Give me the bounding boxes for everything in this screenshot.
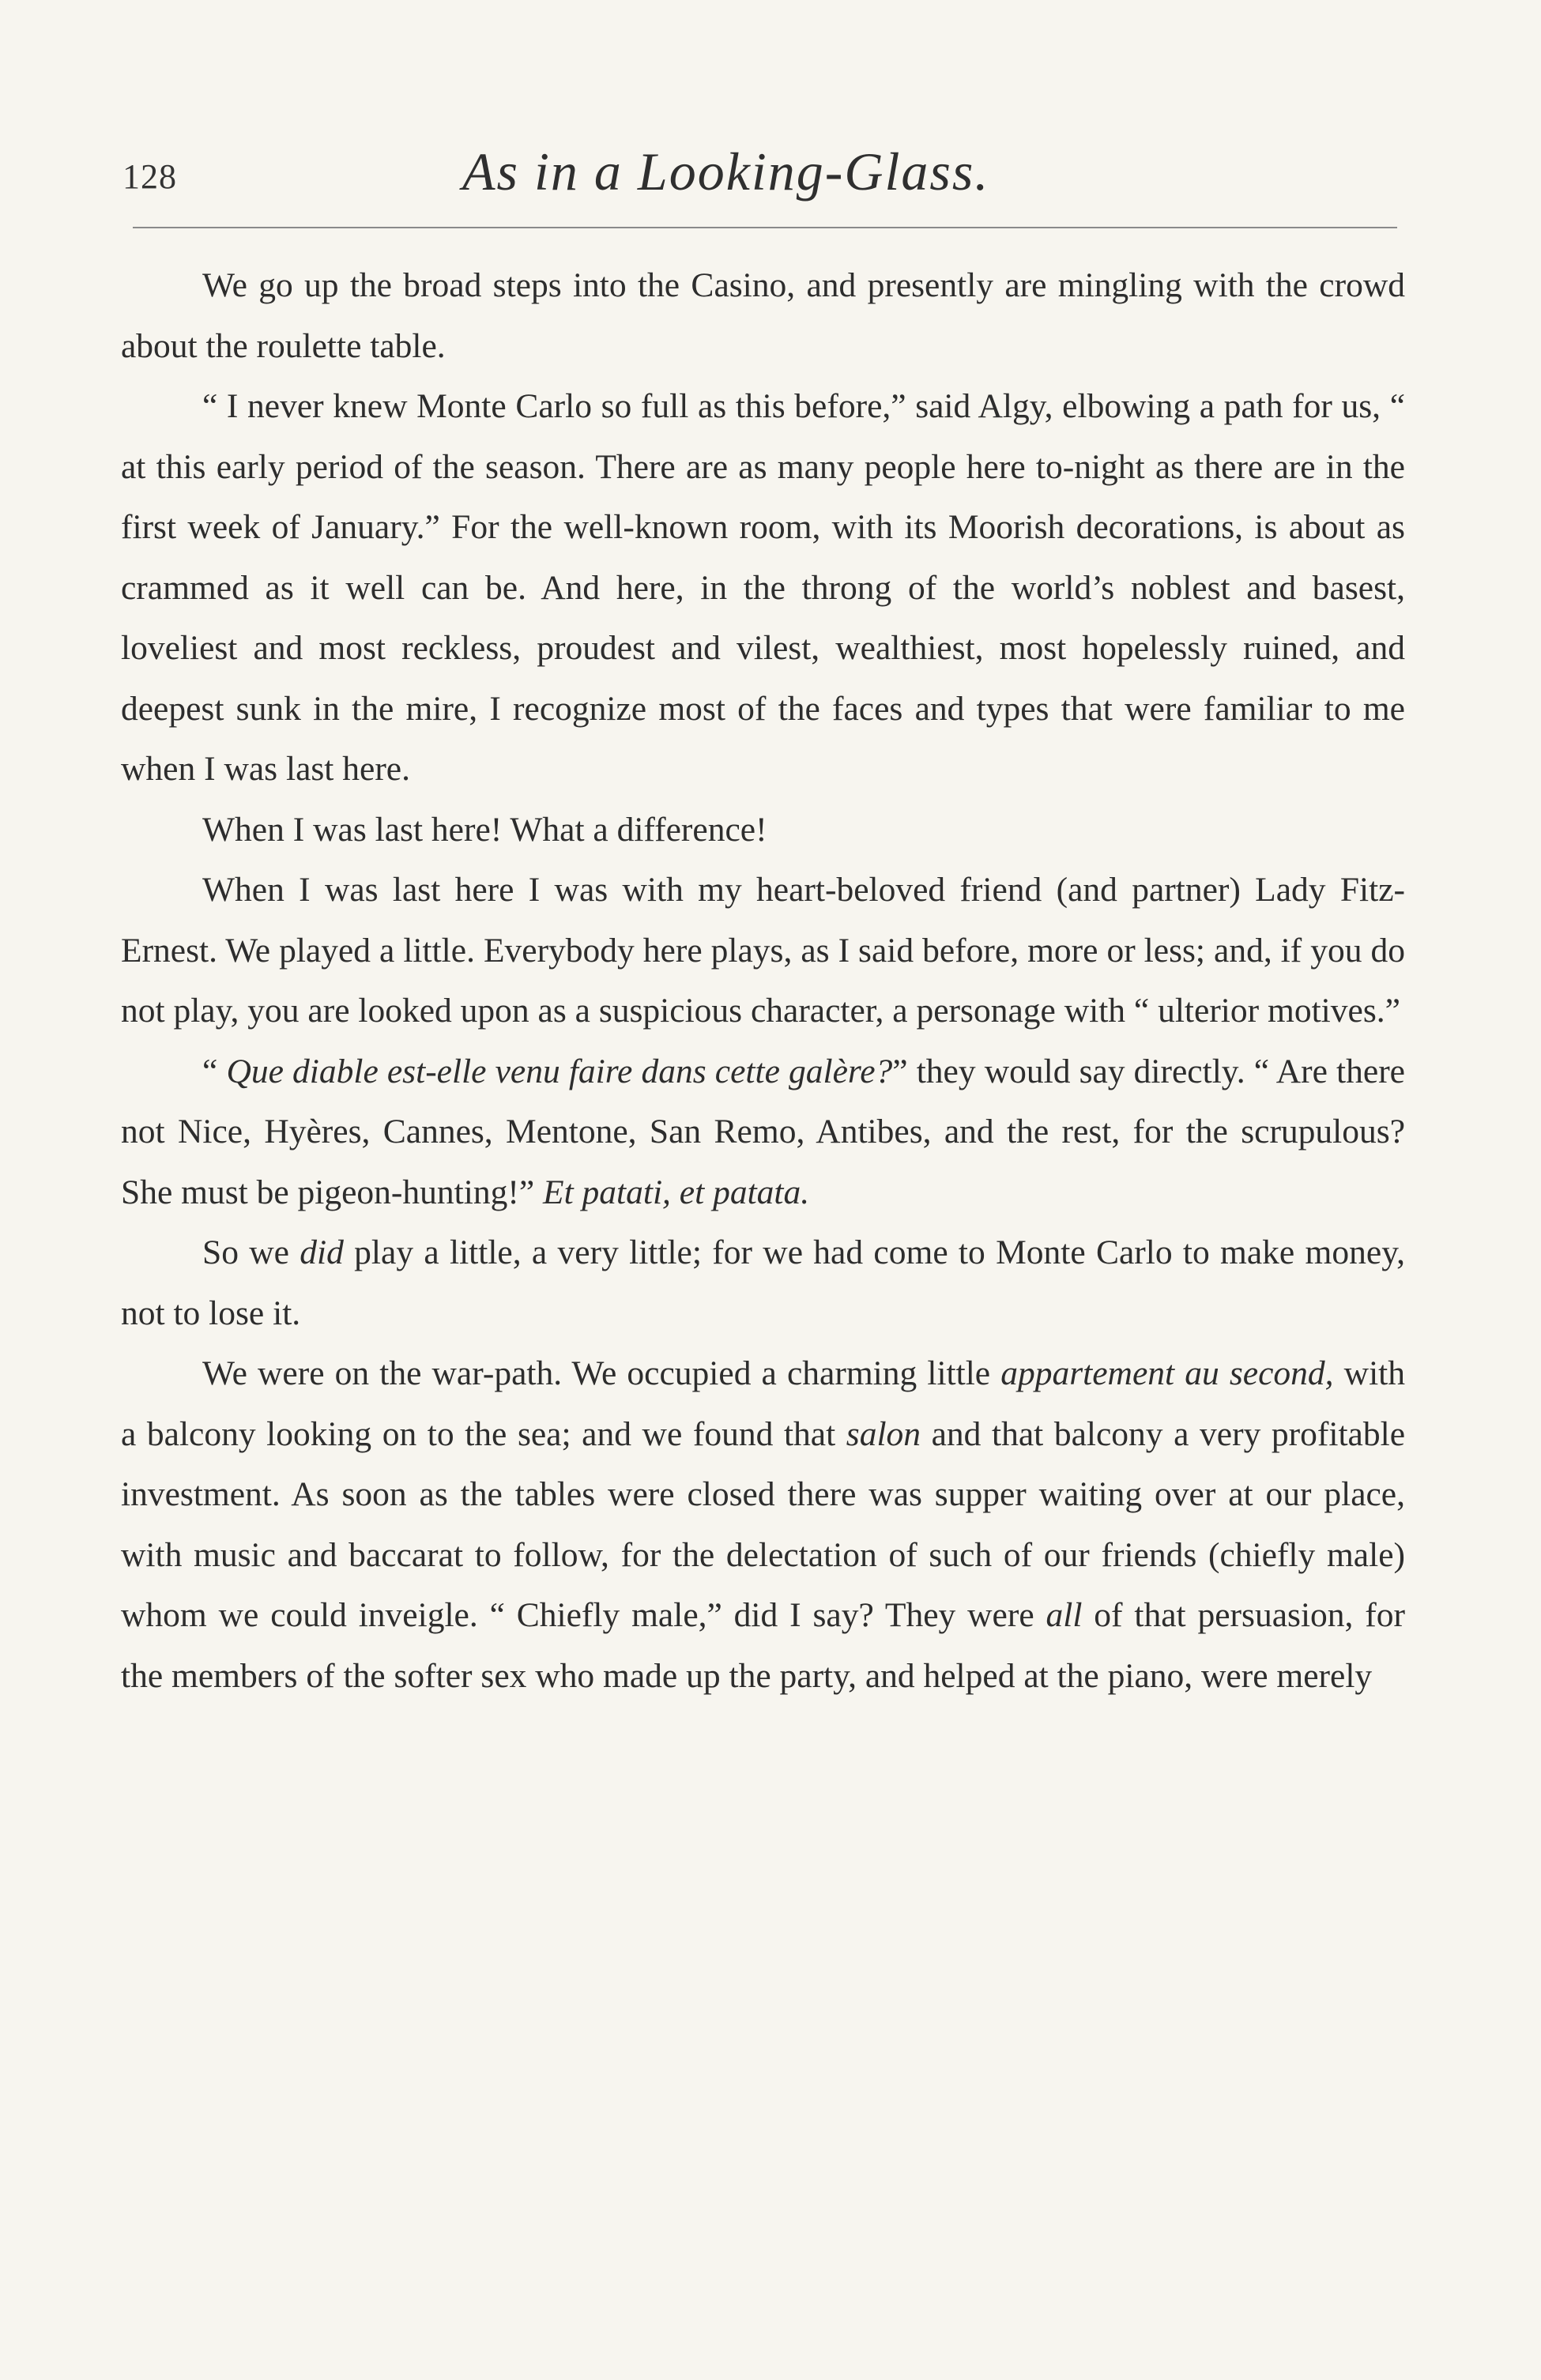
p6-emphasis: did (300, 1233, 344, 1271)
paragraph-6 (121, 1222, 1405, 1343)
running-title: As in a Looking-Glass. (462, 141, 990, 201)
p7-text-d: of that persuasion, for the members of the softer sex who made up the party, and helped at the piano, were merely (121, 1596, 1405, 1695)
running-head (122, 141, 1403, 204)
body-text (121, 255, 1405, 1706)
p5-text: ” they would say directly. “ Are there not Nice, Hyères, Cannes, Mentone, San Remo, Antibes, and the rest, for the scrupulous? She must be pigeon-hunting!” (121, 1052, 1405, 1211)
p7-italic-salon: salon (846, 1414, 921, 1453)
paragraph-4: When I was last here I was with my heart-beloved friend (and partner) Lady Fitz-Ernest. We played a little. Everybody here plays, as I said before, more or less; and, if you do not play, you are looked upon as a suspicious character, a personage with “ ulterior motives.” (121, 871, 1405, 1030)
paragraph-5 (121, 1041, 1405, 1223)
p7-italic-all: all (1046, 1596, 1083, 1634)
page-number: 128 (122, 157, 177, 196)
p7-text-a: We were on the war-path. We occupied a charming little (202, 1354, 1001, 1392)
paragraph-3: When I was last here! What a difference! (202, 810, 767, 849)
p7-italic-appartement: appartement au second, (1000, 1354, 1334, 1392)
p5-closing-phrase: Et patati, et patata. (543, 1173, 810, 1211)
p7-text-b: with a balcony looking on to the sea; and we found that (121, 1354, 1405, 1453)
paragraph-7 (121, 1343, 1405, 1706)
p7-text-c: and that balcony a very profitable investment. As soon as the tables were closed there was supper waiting over at our place, with music and baccarat to follow, for the delectation of such of our friends (chiefly male) whom we could inveigle. “ Chiefly male,” did I say? They were (121, 1414, 1405, 1634)
p5-french-phrase: Que diable est-elle venu faire dans cette galère? (226, 1052, 893, 1090)
paragraph-2: “ I never knew Monte Carlo so full as this before,” said Algy, elbowing a path for us, “ at this early period of the season. There are as many people here to-night as there are in the first week of January.” For the well-known room, with its Moorish decorations, is about as crammed as it well can be. And here, in the throng of the world’s noblest and basest, loveliest and most reckless, proudest and vilest, wealthiest, most hopelessly ruined, and deepest sunk in the mire, I recognize most of the faces and types that were familiar to me when I was last here. (121, 387, 1405, 788)
header-rule (133, 227, 1397, 228)
p5-open-quote: “ (202, 1052, 227, 1090)
p6-text-b: play a little, a very little; for we had come to Monte Carlo to make money, not to lose it. (121, 1233, 1405, 1332)
paragraph-1: We go up the broad steps into the Casino, and presently are mingling with the crowd about the roulette table. (121, 266, 1405, 365)
p6-text-a: So we (202, 1233, 300, 1271)
